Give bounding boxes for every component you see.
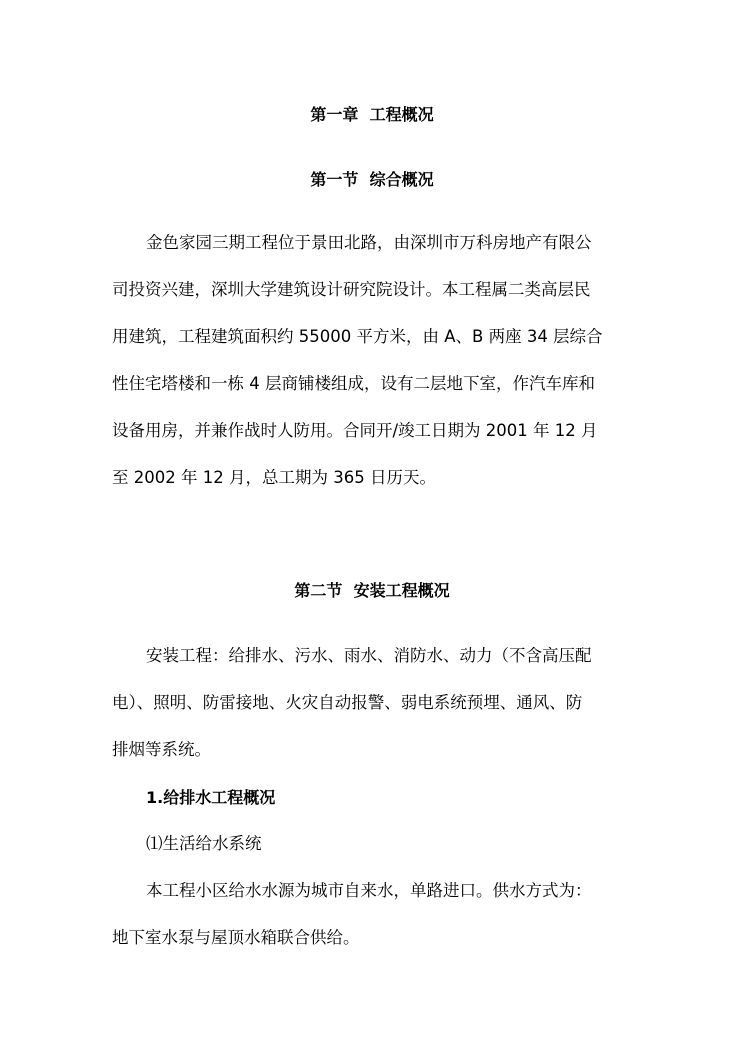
section-title-installation: 第二节 安装工程概况 [294,581,450,600]
paragraph-line: 性住宅塔楼和一栋 4 层商铺楼组成，设有二层地下室，作汽车库和 [112,374,595,393]
paragraph-line: 设备用房，并兼作战时人防用。合同开/竣工日期为 2001 年 12 月 [112,421,598,440]
section-title-overview: 第一节 综合概况 [310,170,434,189]
item-title-domestic-water: ⑴生活给水系统 [146,834,262,853]
paragraph-line: 排烟等系统。 [112,740,211,759]
paragraph-line: 本工程小区给水水源为城市自来水，单路进口。供水方式为： [146,881,592,900]
paragraph-line: 至 2002 年 12 月，总工期为 365 日历天。 [112,468,436,487]
subsection-title-water: 1.给排水工程概况 [146,788,276,807]
paragraph-line: 安装工程：给排水、污水、雨水、消防水、动力（不含高压配 [146,646,592,665]
paragraph-line: 金色家园三期工程位于景田北路，由深圳市万科房地产有限公 [146,233,592,252]
chapter-title: 第一章 工程概况 [310,105,434,124]
paragraph-line: 电）、照明、防雷接地、火灾自动报警、弱电系统预埋、通风、防 [112,693,583,712]
paragraph-line: 司投资兴建，深圳大学建筑设计研究院设计。本工程属二类高层民 [112,280,591,299]
paragraph-line: 地下室水泵与屋顶水箱联合供给。 [112,928,360,947]
paragraph-line: 用建筑，工程建筑面积约 55000 平方米，由 A、B 两座 34 层综合 [112,327,603,346]
